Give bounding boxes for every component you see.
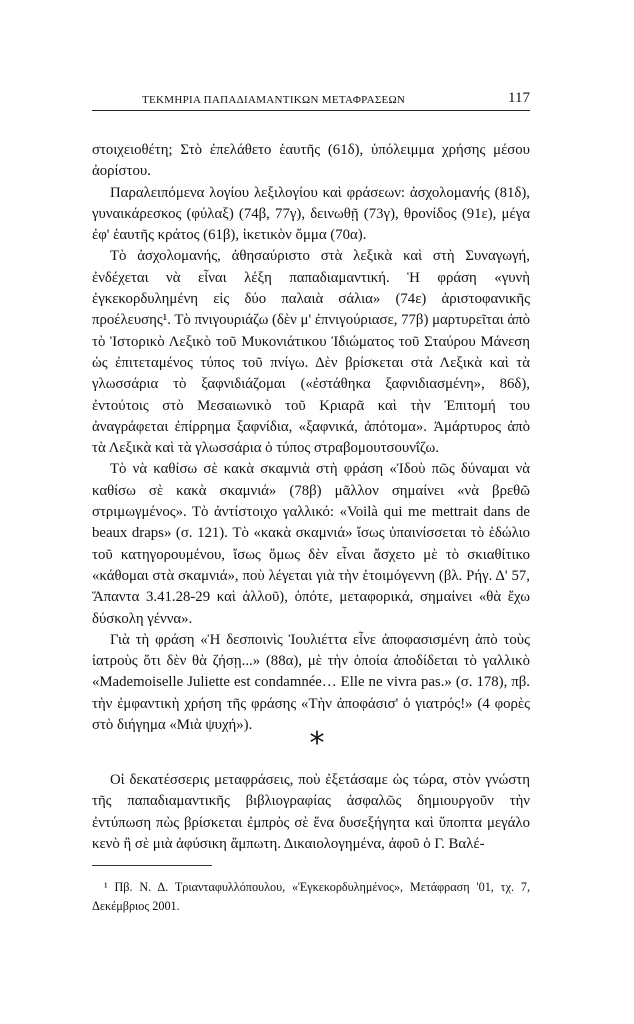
- page-number: 117: [508, 90, 530, 106]
- paragraph-5: Γιὰ τὴ φράση «Ἡ δεσποινὶς Ἰουλιέττα εἶνε ἀποφασισμένη ἀπὸ τοὺς ἰατροὺς ὅτι δὲν θὰ ζήσῃ...» (88α), μὲ τὴν ὁποία ἀποδίδεται τὸ γαλλικὸ «Mademoiselle Juliette est condamnée… Elle ne vivra pas.» (σ. 178), πβ. τὴν ἐμφαντικὴ χρήση τῆς φράσης «Τὴν ἀποφάσισ' ὁ γιατρός!» (4 φορὲς στὸ διήγημα «Μιὰ ψυχή»).: [92, 631, 530, 734]
- paragraph-3: Τὸ ἀσχολομανής, ἀθησαύριστο στὰ λεξικὰ καὶ στὴ Συναγωγή, ἐνδέχεται νὰ εἶναι λέξη παπαδιαμαντική. Ἡ φράση «γυνὴ ἐγκεκορδυλημένη εἰς δύο παλαιὰ σάλια» (74ε) ἀριστοφανικῆς προέλευσης¹. Τὸ πνιγουριάζω (δὲν μ' ἐπνιγούριασε, 77β) μαρτυρεῖται ἀπὸ τὸ Ἱστορικὸ Λεξικὸ τοῦ Μυκονιάτικου Ἰδιώματος τοῦ Σταύρου Μάνεση ὡς ἐπιτεταμένος τύπος τοῦ πνίγω. Δὲν βρίσκεται στὰ Λεξικὰ καὶ τὰ γλωσσάρια τὸ ξαφνιδιάζομαι («ἐστάθηκα ξαφνιδιασμένη», 86δ), ἐντούτοις στὸ Μεσαιωνικὸ τοῦ Κριαρᾶ καὶ τὴν Ἐπιτομή του ἀναγράφεται ἐπίρρημα ξαφνίδια, «ξαφνικά, ἀπότομα». Ἀμάρτυρος ἀπὸ τὰ Λεξικὰ καὶ τὰ γλωσσάρια ὁ τύπος στραβομουτσουνΐζω.: [92, 248, 531, 457]
- main-text: [92, 140, 530, 736]
- paragraph-2: Παραλειπόμενα λογίου λεξιλογίου καὶ φράσεων: ἀσχολομανής (81δ), γυναικάρεσκος (φύλαξ) (74β, 77γ), δεινωθῇ (73γ), θρονίδος (91ε), μέγα ἐφ' ἑαυτῆς κράτος (61β), ἱκετικὸν ὄμμα (70α).: [92, 184, 530, 244]
- footnote-rule: [92, 865, 212, 866]
- main-text-continued: [92, 770, 530, 855]
- section-separator: *: [309, 726, 325, 761]
- footnote: ¹ Πβ. Ν. Δ. Τριανταφυλλόπουλου, «Ἐγκεκορδυλημένος», Μετάφραση '01, τχ. 7, Δεκέμβριος 2001.: [92, 880, 530, 913]
- paragraph-1: στοιχειοθέτη; Στὸ ἐπελάθετο ἑαυτῆς (61δ), ὑπόλειμμα χρήσης μέσου ἀορίστου.: [92, 142, 530, 180]
- paragraph-4: Τὸ νὰ καθίσω σὲ κακὰ σκαμνιὰ στὴ φράση «Ἰδοὺ πῶς δύναμαι νὰ καθίσω σὲ κακὰ σκαμνιά» (78β) μᾶλλον σημαίνει «νὰ βρεθῶ στριμωγμένος». Τὸ ἀντίστοιχο γαλλικό: «Voilà qui me mettrait dans de beaux draps» (σ. 121). Τὸ «κακὰ σκαμνιά» ἴσως ὑπαινίσσεται τὸ ἑδώλιο τοῦ κατηγορουμένου, ἴσως ὅμως δὲν εἶναι ἄσχετο μὲ τὸ σκιαθίτικο «κάθομαι στὰ σκαμνιά», ποὺ λέγεται γιὰ τὴν ἑτοιμόγεννη (βλ. Ρήγ. Δ' 57, Ἅπαντα 3.41.28-29 καὶ ἀλλοῦ), ὁπότε, μεταφορικά, σημαίνει «θὰ ἔχω δύσκολη γέννα».: [92, 461, 530, 627]
- paragraph-6: Οἱ δεκατέσσερις μεταφράσεις, ποὺ ἐξετάσαμε ὡς τώρα, στὸν γνώστη τῆς παπαδιαμαντικῆς βιβλιογραφίας ἀσφαλῶς δημιουργοῦν τὴν ἐντύπωση πὼς βρίσκεται ἐμπρὸς σὲ ἕνα δυσεξήγητα καὶ ὕποπτα μεγάλο κενὸ ἢ σὲ μιὰ ἀφύσικη ἄμπωτη. Δικαιολογημένα, ἀφοῦ ὁ Γ. Βαλέ-: [92, 772, 530, 852]
- running-header: [92, 86, 530, 111]
- running-title: ΤΕΚΜΗΡΙΑ ΠΑΠΑΔΙΑΜΑΝΤΙΚΩΝ ΜΕΤΑΦΡΑΣΕΩΝ: [142, 94, 406, 106]
